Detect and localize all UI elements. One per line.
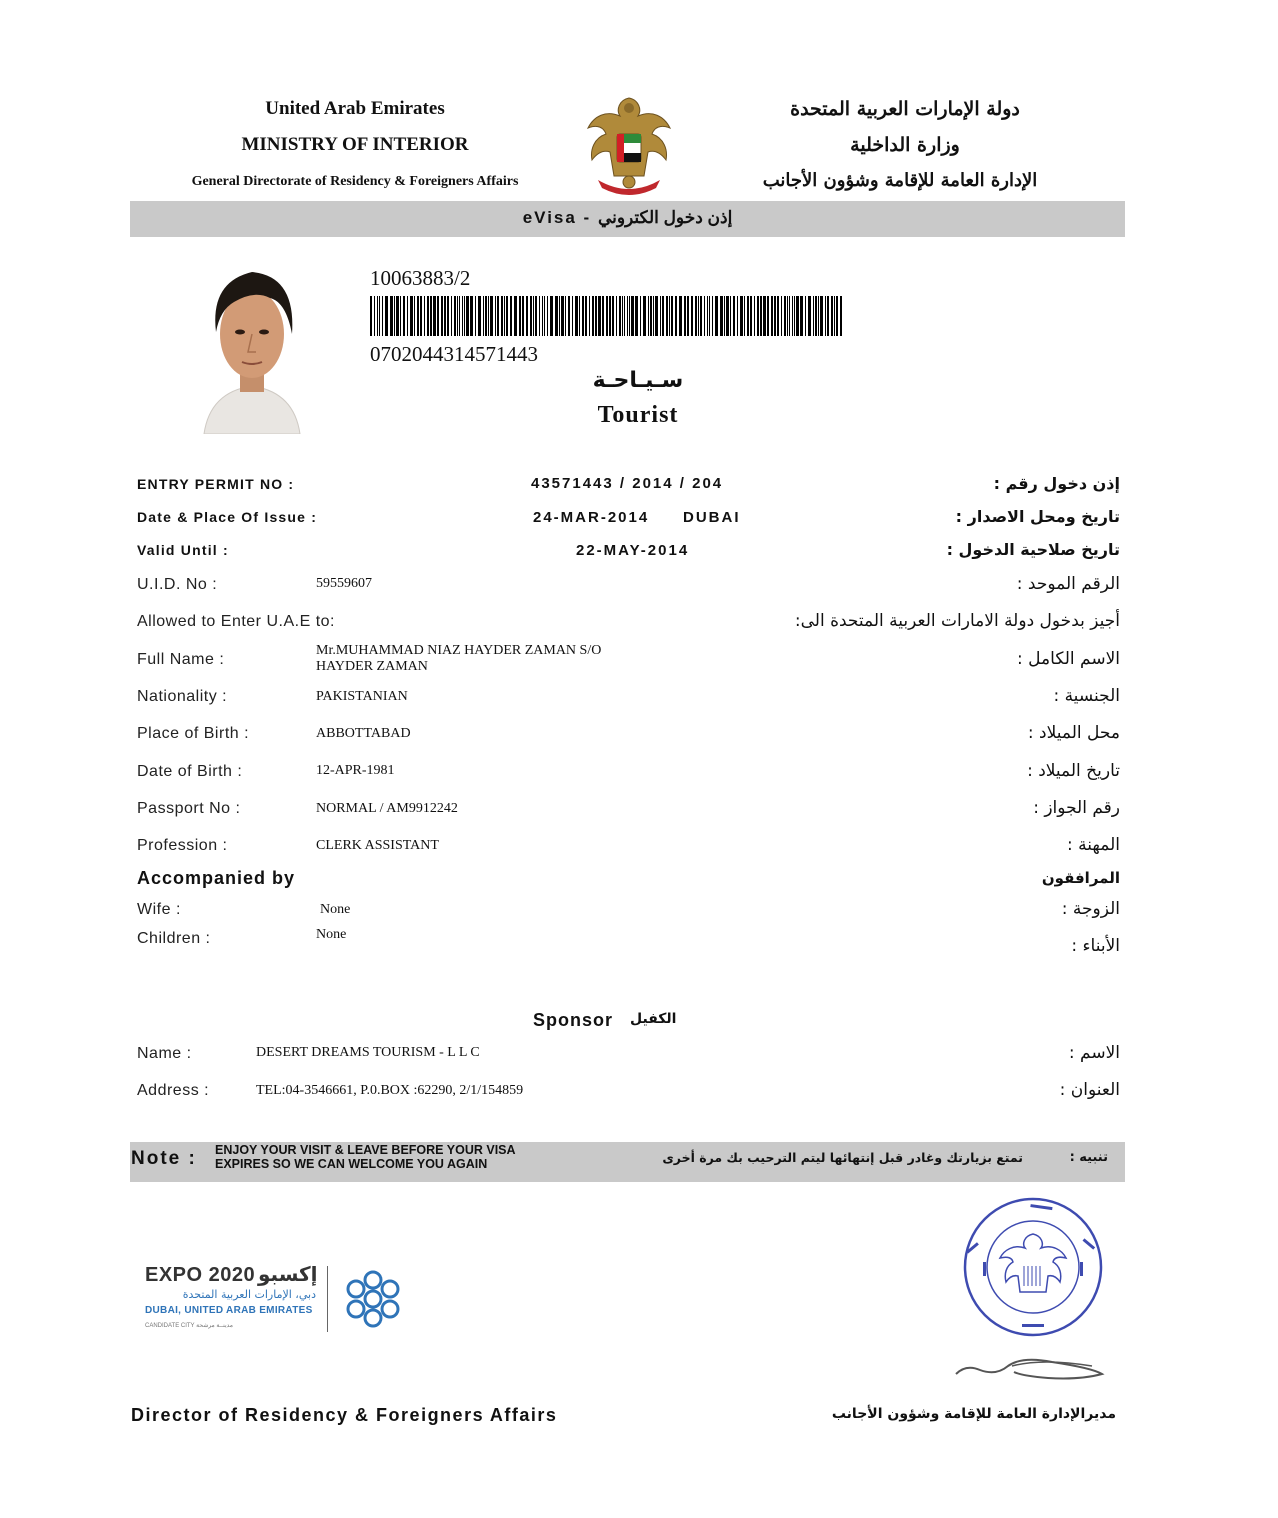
barcode-bar <box>526 296 528 336</box>
barcode-bar <box>539 296 540 336</box>
barcode-bar <box>609 296 611 336</box>
country-name-en: United Arab Emirates <box>265 98 445 119</box>
barcode-bottom-number: 0702044314571443 <box>370 342 538 366</box>
barcode-bar <box>561 296 564 336</box>
uid-value: 59559607 <box>316 576 372 591</box>
barcode-bar <box>675 296 677 336</box>
entry-permit-value: 43571443 / 2014 / 204 <box>531 475 724 492</box>
barcode-bar <box>530 296 532 336</box>
entry-permit-label: ENTRY PERMIT NO : <box>137 476 295 492</box>
valid-until-value: 22-MAY-2014 <box>576 542 690 559</box>
passport-value: NORMAL / AM9912242 <box>316 801 458 816</box>
barcode-bar <box>514 296 517 336</box>
barcode-bar <box>836 296 838 336</box>
barcode-bar <box>691 296 693 336</box>
note-text <box>215 1143 516 1171</box>
barcode-bar <box>704 296 705 336</box>
barcode-bar <box>715 296 718 336</box>
valid-until-label-ar: تاريخ صلاحية الدخول : <box>946 540 1120 559</box>
barcode-bar <box>695 296 697 336</box>
fullname-line-1: Mr.MUHAMMAD NIAZ HAYDER ZAMAN S/O <box>316 643 602 658</box>
barcode-bar <box>382 296 383 336</box>
barcode-bar <box>650 296 652 336</box>
signature-icon <box>952 1348 1112 1384</box>
nationality-value: PAKISTANIAN <box>316 689 408 704</box>
barcode-bar <box>660 296 661 336</box>
barcode-bar <box>424 296 425 336</box>
barcode-bar <box>589 296 590 336</box>
expo-title-ar: إكسبو <box>258 1262 318 1286</box>
evisa-banner <box>130 201 1125 237</box>
valid-until-label: Valid Until : <box>137 542 229 558</box>
barcode-bar <box>550 296 553 336</box>
barcode-bar <box>585 296 587 336</box>
ministry-name-ar: وزارة الداخلية <box>850 134 960 156</box>
wife-label: Wife : <box>137 901 181 918</box>
barcode-bar <box>820 296 823 336</box>
barcode-bar <box>490 296 493 336</box>
barcode-bar <box>627 296 628 336</box>
place-of-birth-label: Place of Birth : <box>137 725 250 742</box>
director-title-ar: مديرالإدارة العامة للإقامة وشؤون الأجانب <box>831 1406 1116 1422</box>
barcode-bar <box>459 296 460 336</box>
barcode-bar <box>700 296 702 336</box>
barcode-bar <box>754 296 755 336</box>
date-of-birth-label-ar: تاريخ الميلاد : <box>1027 761 1120 781</box>
sponsor-title-ar: الكفيل <box>630 1011 677 1027</box>
barcode-bar <box>781 296 782 336</box>
barcode-bar <box>535 296 537 336</box>
barcode-bar <box>763 296 766 336</box>
barcode-bar <box>800 296 803 336</box>
profession-value: CLERK ASSISTANT <box>316 838 439 853</box>
allowed-label: Allowed to Enter U.A.E to: <box>137 613 335 630</box>
barcode-bar <box>792 296 793 336</box>
barcode-bar <box>414 296 415 336</box>
barcode-bar <box>377 296 378 336</box>
barcode-bar <box>612 296 614 336</box>
barcode-bar <box>385 296 388 336</box>
barcode-bar <box>629 296 630 336</box>
barcode-bar <box>631 296 634 336</box>
barcode-bar <box>483 296 484 336</box>
place-of-birth-label-ar: محل الميلاد : <box>1027 723 1120 743</box>
barcode-bar <box>840 296 842 336</box>
directorate-name-en: General Directorate of Residency & Foreigners Affairs <box>191 174 519 189</box>
barcode-bar <box>730 296 731 336</box>
barcode-bar <box>470 296 473 336</box>
barcode-bar <box>740 296 743 336</box>
allowed-label-ar: أجيز بدخول دولة الامارات العربية المتحدة الى: <box>794 611 1120 631</box>
wife-label-ar: الزوجة : <box>1061 899 1120 919</box>
directorate-name-ar: الإدارة العامة للإقامة وشؤون الأجانب <box>762 170 1038 191</box>
barcode-top-number: 10063883/2 <box>370 266 471 290</box>
barcode-bar <box>451 296 452 336</box>
barcode-bar <box>712 296 713 336</box>
barcode-bar <box>635 296 638 336</box>
barcode-bar <box>709 296 710 336</box>
note-text-line-1: ENJOY YOUR VISIT & LEAVE BEFORE YOUR VISA <box>215 1143 516 1157</box>
barcode-bar <box>619 296 621 336</box>
barcode-bar <box>653 296 654 336</box>
barcode-bar <box>640 296 641 336</box>
accompanied-title-ar: المرافقون <box>1041 869 1120 887</box>
barcode-bar <box>504 296 505 336</box>
barcode-bar <box>488 296 489 336</box>
expo-divider <box>327 1266 328 1332</box>
barcode-bar <box>522 296 524 336</box>
barcode-bar <box>767 296 769 336</box>
barcode-bar <box>559 296 560 336</box>
barcode-bar <box>506 296 508 336</box>
barcode-bar <box>648 296 649 336</box>
barcode-bar <box>796 296 799 336</box>
note-label: Note : <box>131 1148 197 1169</box>
place-of-birth-value: ABBOTTABAD <box>316 726 411 741</box>
applicant-photo <box>200 262 304 434</box>
barcode-bar <box>444 296 446 336</box>
barcode-bar <box>834 296 835 336</box>
barcode-bar <box>427 296 429 336</box>
barcode-bar <box>643 296 646 336</box>
barcode-bar <box>433 296 436 336</box>
barcode-bar <box>495 296 496 336</box>
barcode-bar <box>547 296 548 336</box>
barcode-bar <box>417 296 419 336</box>
barcode-bar <box>655 296 658 336</box>
barcode-bar <box>602 296 604 336</box>
date-of-birth-value: 12-APR-1981 <box>316 763 395 778</box>
barcode-bar <box>568 296 570 336</box>
nationality-label-ar: الجنسية : <box>1053 686 1120 706</box>
sponsor-name-value: DESERT DREAMS TOURISM - L L C <box>256 1045 480 1060</box>
barcode-bar <box>464 296 465 336</box>
entry-permit-label-ar: إذن دخول رقم : <box>993 474 1120 493</box>
barcode-bar <box>777 296 779 336</box>
expo-title-en: EXPO 2020 <box>145 1264 256 1286</box>
barcode-bar <box>390 296 393 336</box>
barcode-bar <box>671 296 673 336</box>
children-label-ar: الأبناء : <box>1071 936 1120 956</box>
barcode-bar <box>501 296 503 336</box>
barcode-bar <box>726 296 729 336</box>
fullname-line-2: HAYDER ZAMAN <box>316 659 428 674</box>
barcode-bar <box>825 296 826 336</box>
barcode-bar <box>789 296 790 336</box>
ministry-name-en: MINISTRY OF INTERIOR <box>241 134 469 155</box>
barcode-bar <box>430 296 432 336</box>
barcode-bar <box>379 296 380 336</box>
barcode-bar <box>462 296 463 336</box>
barcode-bar <box>575 296 578 336</box>
barcode-bar <box>407 296 408 336</box>
barcode-bar <box>815 296 817 336</box>
profession-label: Profession : <box>137 837 228 854</box>
barcode-bar <box>698 296 699 336</box>
expo-emblem-icon <box>340 1266 406 1337</box>
barcode-bar <box>813 296 814 336</box>
barcode-bar <box>457 296 458 336</box>
barcode-bar <box>774 296 776 336</box>
barcode-bar <box>519 296 521 336</box>
barcode-bar <box>744 296 745 336</box>
uid-label: U.I.D. No : <box>137 576 218 593</box>
barcode-bar <box>679 296 682 336</box>
date-of-birth-label: Date of Birth : <box>137 763 243 780</box>
barcode-bar <box>400 296 401 336</box>
sponsor-address-label: Address : <box>137 1082 210 1099</box>
barcode-bar <box>818 296 819 336</box>
barcode-bar <box>787 296 788 336</box>
sponsor-address-label-ar: العنوان : <box>1059 1080 1120 1100</box>
sponsor-title: Sponsor <box>533 1010 614 1030</box>
barcode-bar <box>831 296 833 336</box>
barcode-bar <box>441 296 443 336</box>
barcode-bar <box>579 296 580 336</box>
evisa-banner-text: eVisa - إذن دخول الكتروني <box>522 208 733 227</box>
barcode-bar <box>771 296 773 336</box>
passport-label-ar: رقم الجواز : <box>1033 798 1120 818</box>
barcode-bar <box>497 296 499 336</box>
issue-place: DUBAI <box>683 509 741 526</box>
barcode-bar <box>454 296 456 336</box>
barcode-bar <box>724 296 725 336</box>
sponsor-address-value: TEL:04-3546661, P.0.BOX :62290, 2/1/154859 <box>256 1083 524 1098</box>
barcode-bar <box>420 296 422 336</box>
wife-value: None <box>320 902 351 917</box>
profession-label-ar: المهنة : <box>1067 835 1120 855</box>
children-label: Children : <box>137 930 211 947</box>
barcode-bar <box>666 296 668 336</box>
barcode-bar <box>447 296 449 336</box>
barcode-bar <box>669 296 670 336</box>
director-title-en: Director of Residency & Foreigners Affairs <box>131 1405 558 1425</box>
issue-date: 24-MAR-2014 <box>533 509 650 526</box>
barcode-bar <box>466 296 469 336</box>
accompanied-title: Accompanied by <box>137 868 296 888</box>
barcode-bar <box>622 296 623 336</box>
fullname-label-ar: الاسم الكامل : <box>1017 649 1120 669</box>
barcode-bar <box>595 296 597 336</box>
barcode-bar <box>662 296 664 336</box>
uae-emblem-icon <box>584 94 674 198</box>
note-text-ar: تمتع بزيارتك وغادر قبل إنتهائها ليتم الترحيب بك مرة أخرى <box>662 1150 1023 1165</box>
barcode-bar <box>582 296 584 336</box>
fullname-label: Full Name : <box>137 651 225 668</box>
barcode-bar <box>784 296 786 336</box>
barcode-bar <box>827 296 829 336</box>
barcode-bar <box>572 296 573 336</box>
barcode-bar <box>760 296 762 336</box>
barcode-bar <box>396 296 399 336</box>
barcode-bar <box>592 296 594 336</box>
barcode-bar <box>805 296 806 336</box>
sponsor-name-label: Name : <box>137 1045 192 1062</box>
nationality-label: Nationality : <box>137 688 228 705</box>
barcode-bar <box>394 296 395 336</box>
barcode-bar <box>737 296 738 336</box>
barcode-bar <box>808 296 811 336</box>
passport-label: Passport No : <box>137 800 241 817</box>
issue-label-ar: تاريخ ومحل الاصدار : <box>955 507 1120 526</box>
expo-small-text: CANDIDATE CITY مدينــة مرشحة <box>145 1323 234 1329</box>
barcode-bar <box>598 296 601 336</box>
sponsor-name-label-ar: الاسم : <box>1068 1043 1120 1063</box>
barcode-bar <box>616 296 617 336</box>
visa-type-en: Tourist <box>597 402 679 428</box>
barcode-bar <box>707 296 708 336</box>
barcode-bar <box>565 296 566 336</box>
note-label-ar: تنبيه : <box>1069 1150 1108 1165</box>
visa-type-ar: سـيـاحـة <box>592 368 684 393</box>
country-name-ar: دولة الإمارات العربية المتحدة <box>790 98 1020 120</box>
uid-label-ar: الرقم الموحد : <box>1016 574 1120 594</box>
barcode-bar <box>510 296 512 336</box>
barcode-bar <box>687 296 689 336</box>
barcode-bar <box>403 296 405 336</box>
barcode-bar <box>606 296 608 336</box>
barcode-bar <box>542 296 543 336</box>
expo-line-en: DUBAI, UNITED ARAB EMIRATES <box>145 1305 313 1316</box>
expo-2020-logo <box>140 1262 410 1340</box>
barcode-bar <box>533 296 534 336</box>
barcode-bar <box>374 296 375 336</box>
barcode-bar <box>747 296 749 336</box>
barcode-bar <box>757 296 759 336</box>
barcode-bar <box>555 296 558 336</box>
note-text-line-2: EXPIRES SO WE CAN WELCOME YOU AGAIN <box>215 1157 488 1171</box>
barcode <box>370 296 848 336</box>
barcode-bar <box>437 296 439 336</box>
children-value: None <box>316 927 347 942</box>
fullname-value <box>316 643 601 675</box>
barcode-bar <box>733 296 735 336</box>
barcode-bar <box>624 296 625 336</box>
barcode-bar <box>410 296 413 336</box>
official-seal-icon <box>962 1196 1104 1338</box>
barcode-bar <box>750 296 752 336</box>
barcode-bar <box>720 296 723 336</box>
barcode-bar <box>684 296 686 336</box>
barcode-bar <box>794 296 795 336</box>
barcode-bar <box>475 296 476 336</box>
issue-label: Date & Place Of Issue : <box>137 509 318 525</box>
barcode-bar <box>370 296 372 336</box>
barcode-bar <box>485 296 487 336</box>
barcode-bar <box>544 296 545 336</box>
barcode-bar <box>478 296 481 336</box>
expo-line-ar: دبي، الإمارات العربية المتحدة <box>182 1288 316 1301</box>
